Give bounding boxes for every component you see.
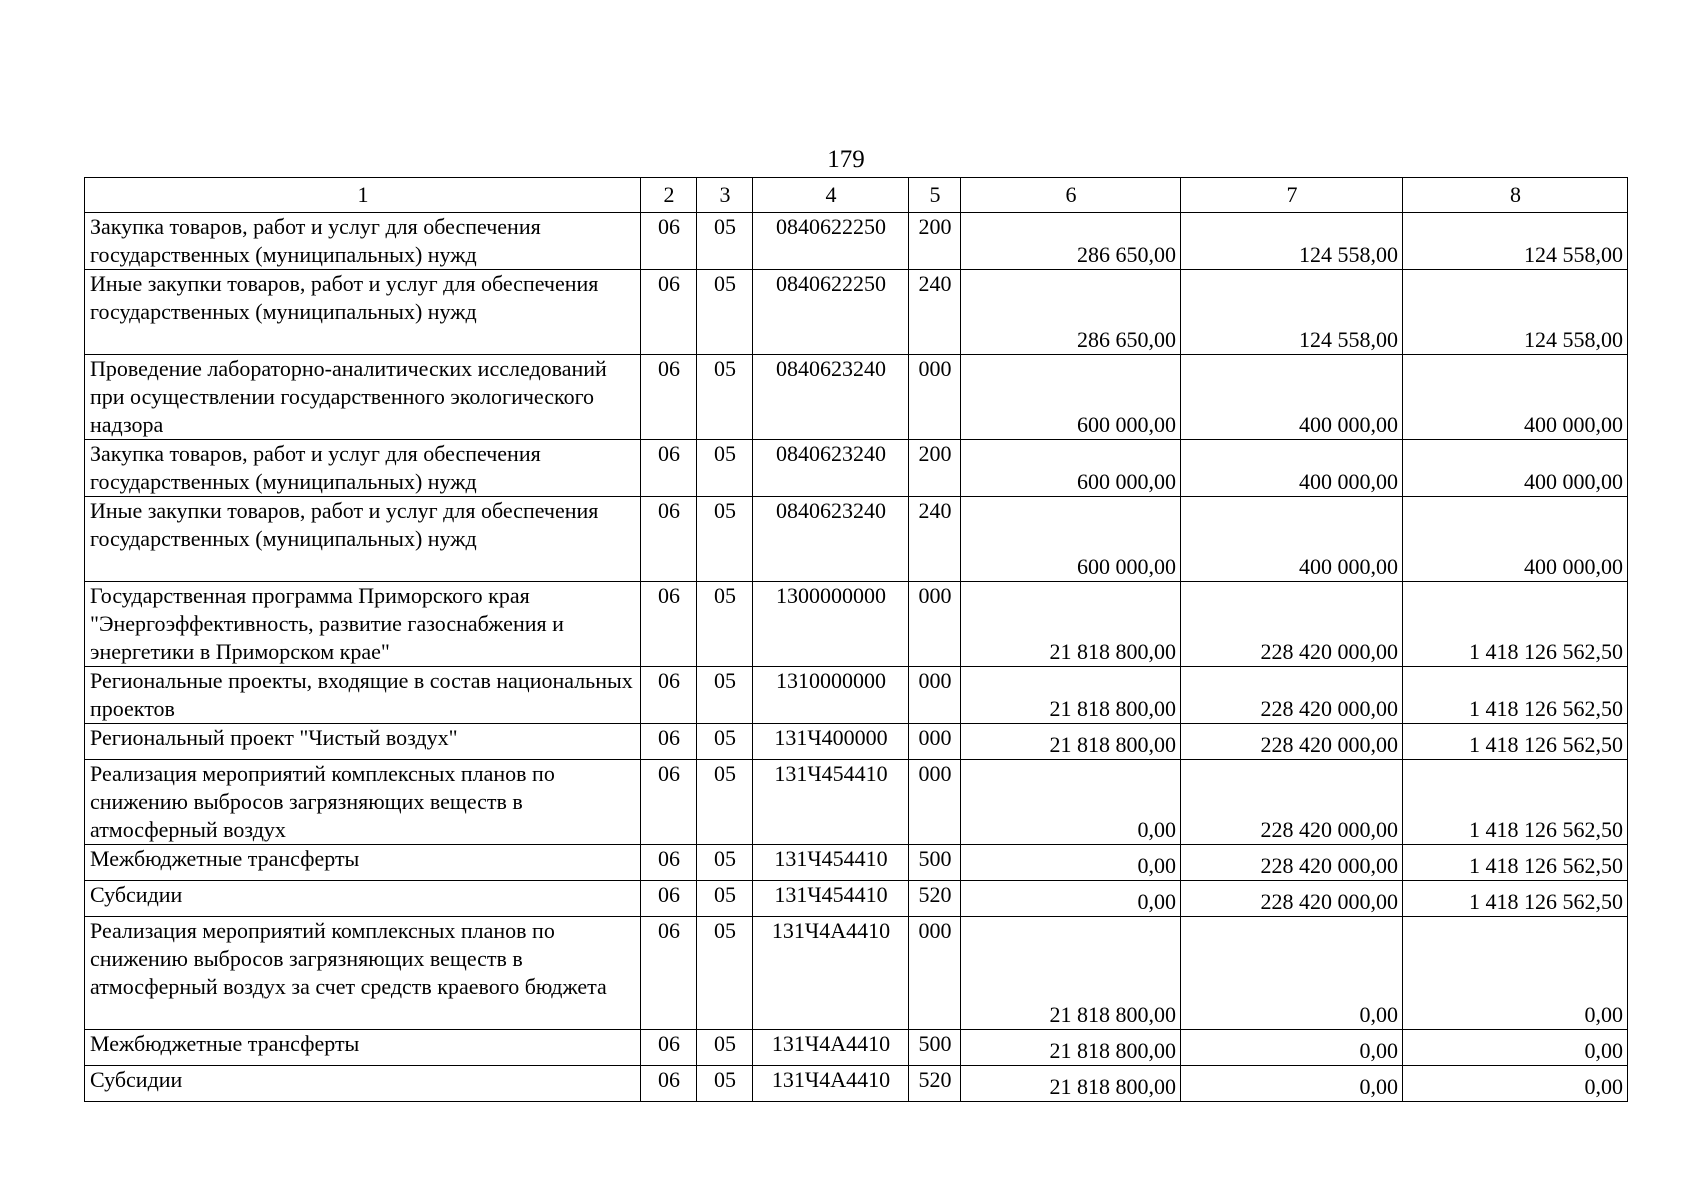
- section-code: 06: [641, 760, 697, 845]
- amount-col6: 21 818 800,00: [961, 582, 1181, 667]
- table-row: [85, 440, 1628, 497]
- section-code: 06: [641, 440, 697, 497]
- amount-col8: 400 000,00: [1403, 355, 1628, 440]
- amount-col6: 0,00: [961, 760, 1181, 845]
- subsection-code: 05: [697, 667, 753, 724]
- table-row: [85, 270, 1628, 355]
- amount-col8: 1 418 126 562,50: [1403, 881, 1628, 917]
- expense-type-code: 000: [909, 667, 961, 724]
- row-description: Государственная программа Приморского края "Энергоэффективность, развитие газоснабжения и энергетики в Приморском крае": [85, 582, 641, 667]
- amount-col7: 400 000,00: [1181, 497, 1403, 582]
- table-row: [85, 582, 1628, 667]
- expense-type-code: 200: [909, 440, 961, 497]
- expense-type-code: 500: [909, 1030, 961, 1066]
- row-description: Иные закупки товаров, работ и услуг для обеспечения государственных (муниципальных) нужд: [85, 497, 641, 582]
- row-description: Реализация мероприятий комплексных планов по снижению выбросов загрязняющих веществ в атмосферный воздух за счет средств краевого бюджета: [85, 917, 641, 1030]
- amount-col7: 0,00: [1181, 1066, 1403, 1102]
- target-article-code: 0840622250: [753, 213, 909, 270]
- amount-col7: 124 558,00: [1181, 213, 1403, 270]
- amount-col6: 21 818 800,00: [961, 917, 1181, 1030]
- table-row: [85, 724, 1628, 760]
- expense-type-code: 000: [909, 582, 961, 667]
- section-code: 06: [641, 845, 697, 881]
- expense-type-code: 000: [909, 724, 961, 760]
- subsection-code: 05: [697, 917, 753, 1030]
- amount-col7: 0,00: [1181, 917, 1403, 1030]
- target-article-code: 1300000000: [753, 582, 909, 667]
- subsection-code: 05: [697, 497, 753, 582]
- amount-col7: 228 420 000,00: [1181, 881, 1403, 917]
- expense-type-code: 240: [909, 497, 961, 582]
- amount-col8: 400 000,00: [1403, 497, 1628, 582]
- table-row: [85, 497, 1628, 582]
- row-description: Региональный проект "Чистый воздух": [85, 724, 641, 760]
- header-cell: 5: [909, 178, 961, 213]
- section-code: 06: [641, 270, 697, 355]
- amount-col6: 0,00: [961, 881, 1181, 917]
- amount-col6: 600 000,00: [961, 497, 1181, 582]
- amount-col7: 228 420 000,00: [1181, 667, 1403, 724]
- header-cell: 1: [85, 178, 641, 213]
- target-article-code: 0840623240: [753, 355, 909, 440]
- table-row: [85, 667, 1628, 724]
- target-article-code: 131Ч4А4410: [753, 1030, 909, 1066]
- target-article-code: 131Ч454410: [753, 845, 909, 881]
- amount-col8: 0,00: [1403, 1066, 1628, 1102]
- amount-col8: 0,00: [1403, 917, 1628, 1030]
- row-description: Закупка товаров, работ и услуг для обеспечения государственных (муниципальных) нужд: [85, 440, 641, 497]
- section-code: 06: [641, 497, 697, 582]
- target-article-code: 131Ч454410: [753, 760, 909, 845]
- amount-col8: 1 418 126 562,50: [1403, 667, 1628, 724]
- subsection-code: 05: [697, 440, 753, 497]
- subsection-code: 05: [697, 845, 753, 881]
- table-row: [85, 760, 1628, 845]
- amount-col8: 0,00: [1403, 1030, 1628, 1066]
- row-description: Иные закупки товаров, работ и услуг для обеспечения государственных (муниципальных) нужд: [85, 270, 641, 355]
- row-description: Субсидии: [85, 1066, 641, 1102]
- section-code: 06: [641, 917, 697, 1030]
- expense-type-code: 240: [909, 270, 961, 355]
- amount-col7: 228 420 000,00: [1181, 845, 1403, 881]
- section-code: 06: [641, 1030, 697, 1066]
- expense-type-code: 000: [909, 917, 961, 1030]
- expense-type-code: 200: [909, 213, 961, 270]
- target-article-code: 0840623240: [753, 497, 909, 582]
- header-cell: 4: [753, 178, 909, 213]
- section-code: 06: [641, 582, 697, 667]
- amount-col7: 228 420 000,00: [1181, 760, 1403, 845]
- amount-col8: 1 418 126 562,50: [1403, 760, 1628, 845]
- row-description: Межбюджетные трансферты: [85, 845, 641, 881]
- row-description: Региональные проекты, входящие в состав национальных проектов: [85, 667, 641, 724]
- header-cell: 7: [1181, 178, 1403, 213]
- header-cell: 8: [1403, 178, 1628, 213]
- expense-type-code: 000: [909, 355, 961, 440]
- amount-col6: 21 818 800,00: [961, 724, 1181, 760]
- amount-col6: 286 650,00: [961, 213, 1181, 270]
- subsection-code: 05: [697, 881, 753, 917]
- subsection-code: 05: [697, 724, 753, 760]
- table-row: [85, 881, 1628, 917]
- section-code: 06: [641, 881, 697, 917]
- row-description: Реализация мероприятий комплексных планов по снижению выбросов загрязняющих веществ в атмосферный воздух: [85, 760, 641, 845]
- target-article-code: 1310000000: [753, 667, 909, 724]
- amount-col7: 124 558,00: [1181, 270, 1403, 355]
- table-row: [85, 917, 1628, 1030]
- subsection-code: 05: [697, 582, 753, 667]
- table-row: [85, 213, 1628, 270]
- target-article-code: 131Ч4А4410: [753, 917, 909, 1030]
- expense-type-code: 000: [909, 760, 961, 845]
- amount-col7: 228 420 000,00: [1181, 724, 1403, 760]
- subsection-code: 05: [697, 1066, 753, 1102]
- amount-col7: 400 000,00: [1181, 355, 1403, 440]
- table-row: [85, 355, 1628, 440]
- expense-type-code: 500: [909, 845, 961, 881]
- target-article-code: 131Ч4А4410: [753, 1066, 909, 1102]
- amount-col8: 1 418 126 562,50: [1403, 582, 1628, 667]
- amount-col6: 21 818 800,00: [961, 667, 1181, 724]
- subsection-code: 05: [697, 760, 753, 845]
- amount-col7: 0,00: [1181, 1030, 1403, 1066]
- target-article-code: 131Ч400000: [753, 724, 909, 760]
- subsection-code: 05: [697, 355, 753, 440]
- amount-col6: 600 000,00: [961, 355, 1181, 440]
- amount-col7: 228 420 000,00: [1181, 582, 1403, 667]
- amount-col8: 1 418 126 562,50: [1403, 724, 1628, 760]
- table-row: [85, 1066, 1628, 1102]
- amount-col6: 21 818 800,00: [961, 1066, 1181, 1102]
- row-description: Межбюджетные трансферты: [85, 1030, 641, 1066]
- row-description: Закупка товаров, работ и услуг для обеспечения государственных (муниципальных) нужд: [85, 213, 641, 270]
- header-cell: 2: [641, 178, 697, 213]
- amount-col6: 0,00: [961, 845, 1181, 881]
- amount-col8: 124 558,00: [1403, 270, 1628, 355]
- section-code: 06: [641, 355, 697, 440]
- section-code: 06: [641, 667, 697, 724]
- amount-col6: 21 818 800,00: [961, 1030, 1181, 1066]
- row-description: Субсидии: [85, 881, 641, 917]
- target-article-code: 131Ч454410: [753, 881, 909, 917]
- expense-type-code: 520: [909, 1066, 961, 1102]
- amount-col6: 286 650,00: [961, 270, 1181, 355]
- budget-table: [84, 177, 1628, 1102]
- header-cell: 6: [961, 178, 1181, 213]
- subsection-code: 05: [697, 213, 753, 270]
- table-row: [85, 845, 1628, 881]
- subsection-code: 05: [697, 1030, 753, 1066]
- target-article-code: 0840623240: [753, 440, 909, 497]
- page-number: 179: [827, 146, 865, 173]
- expense-type-code: 520: [909, 881, 961, 917]
- subsection-code: 05: [697, 270, 753, 355]
- amount-col8: 124 558,00: [1403, 213, 1628, 270]
- target-article-code: 0840622250: [753, 270, 909, 355]
- row-description: Проведение лабораторно-аналитических исследований при осуществлении государственного экологического надзора: [85, 355, 641, 440]
- amount-col8: 400 000,00: [1403, 440, 1628, 497]
- amount-col6: 600 000,00: [961, 440, 1181, 497]
- amount-col7: 400 000,00: [1181, 440, 1403, 497]
- table-row: [85, 1030, 1628, 1066]
- header-cell: 3: [697, 178, 753, 213]
- header-row: [85, 178, 1628, 213]
- section-code: 06: [641, 213, 697, 270]
- amount-col8: 1 418 126 562,50: [1403, 845, 1628, 881]
- section-code: 06: [641, 724, 697, 760]
- section-code: 06: [641, 1066, 697, 1102]
